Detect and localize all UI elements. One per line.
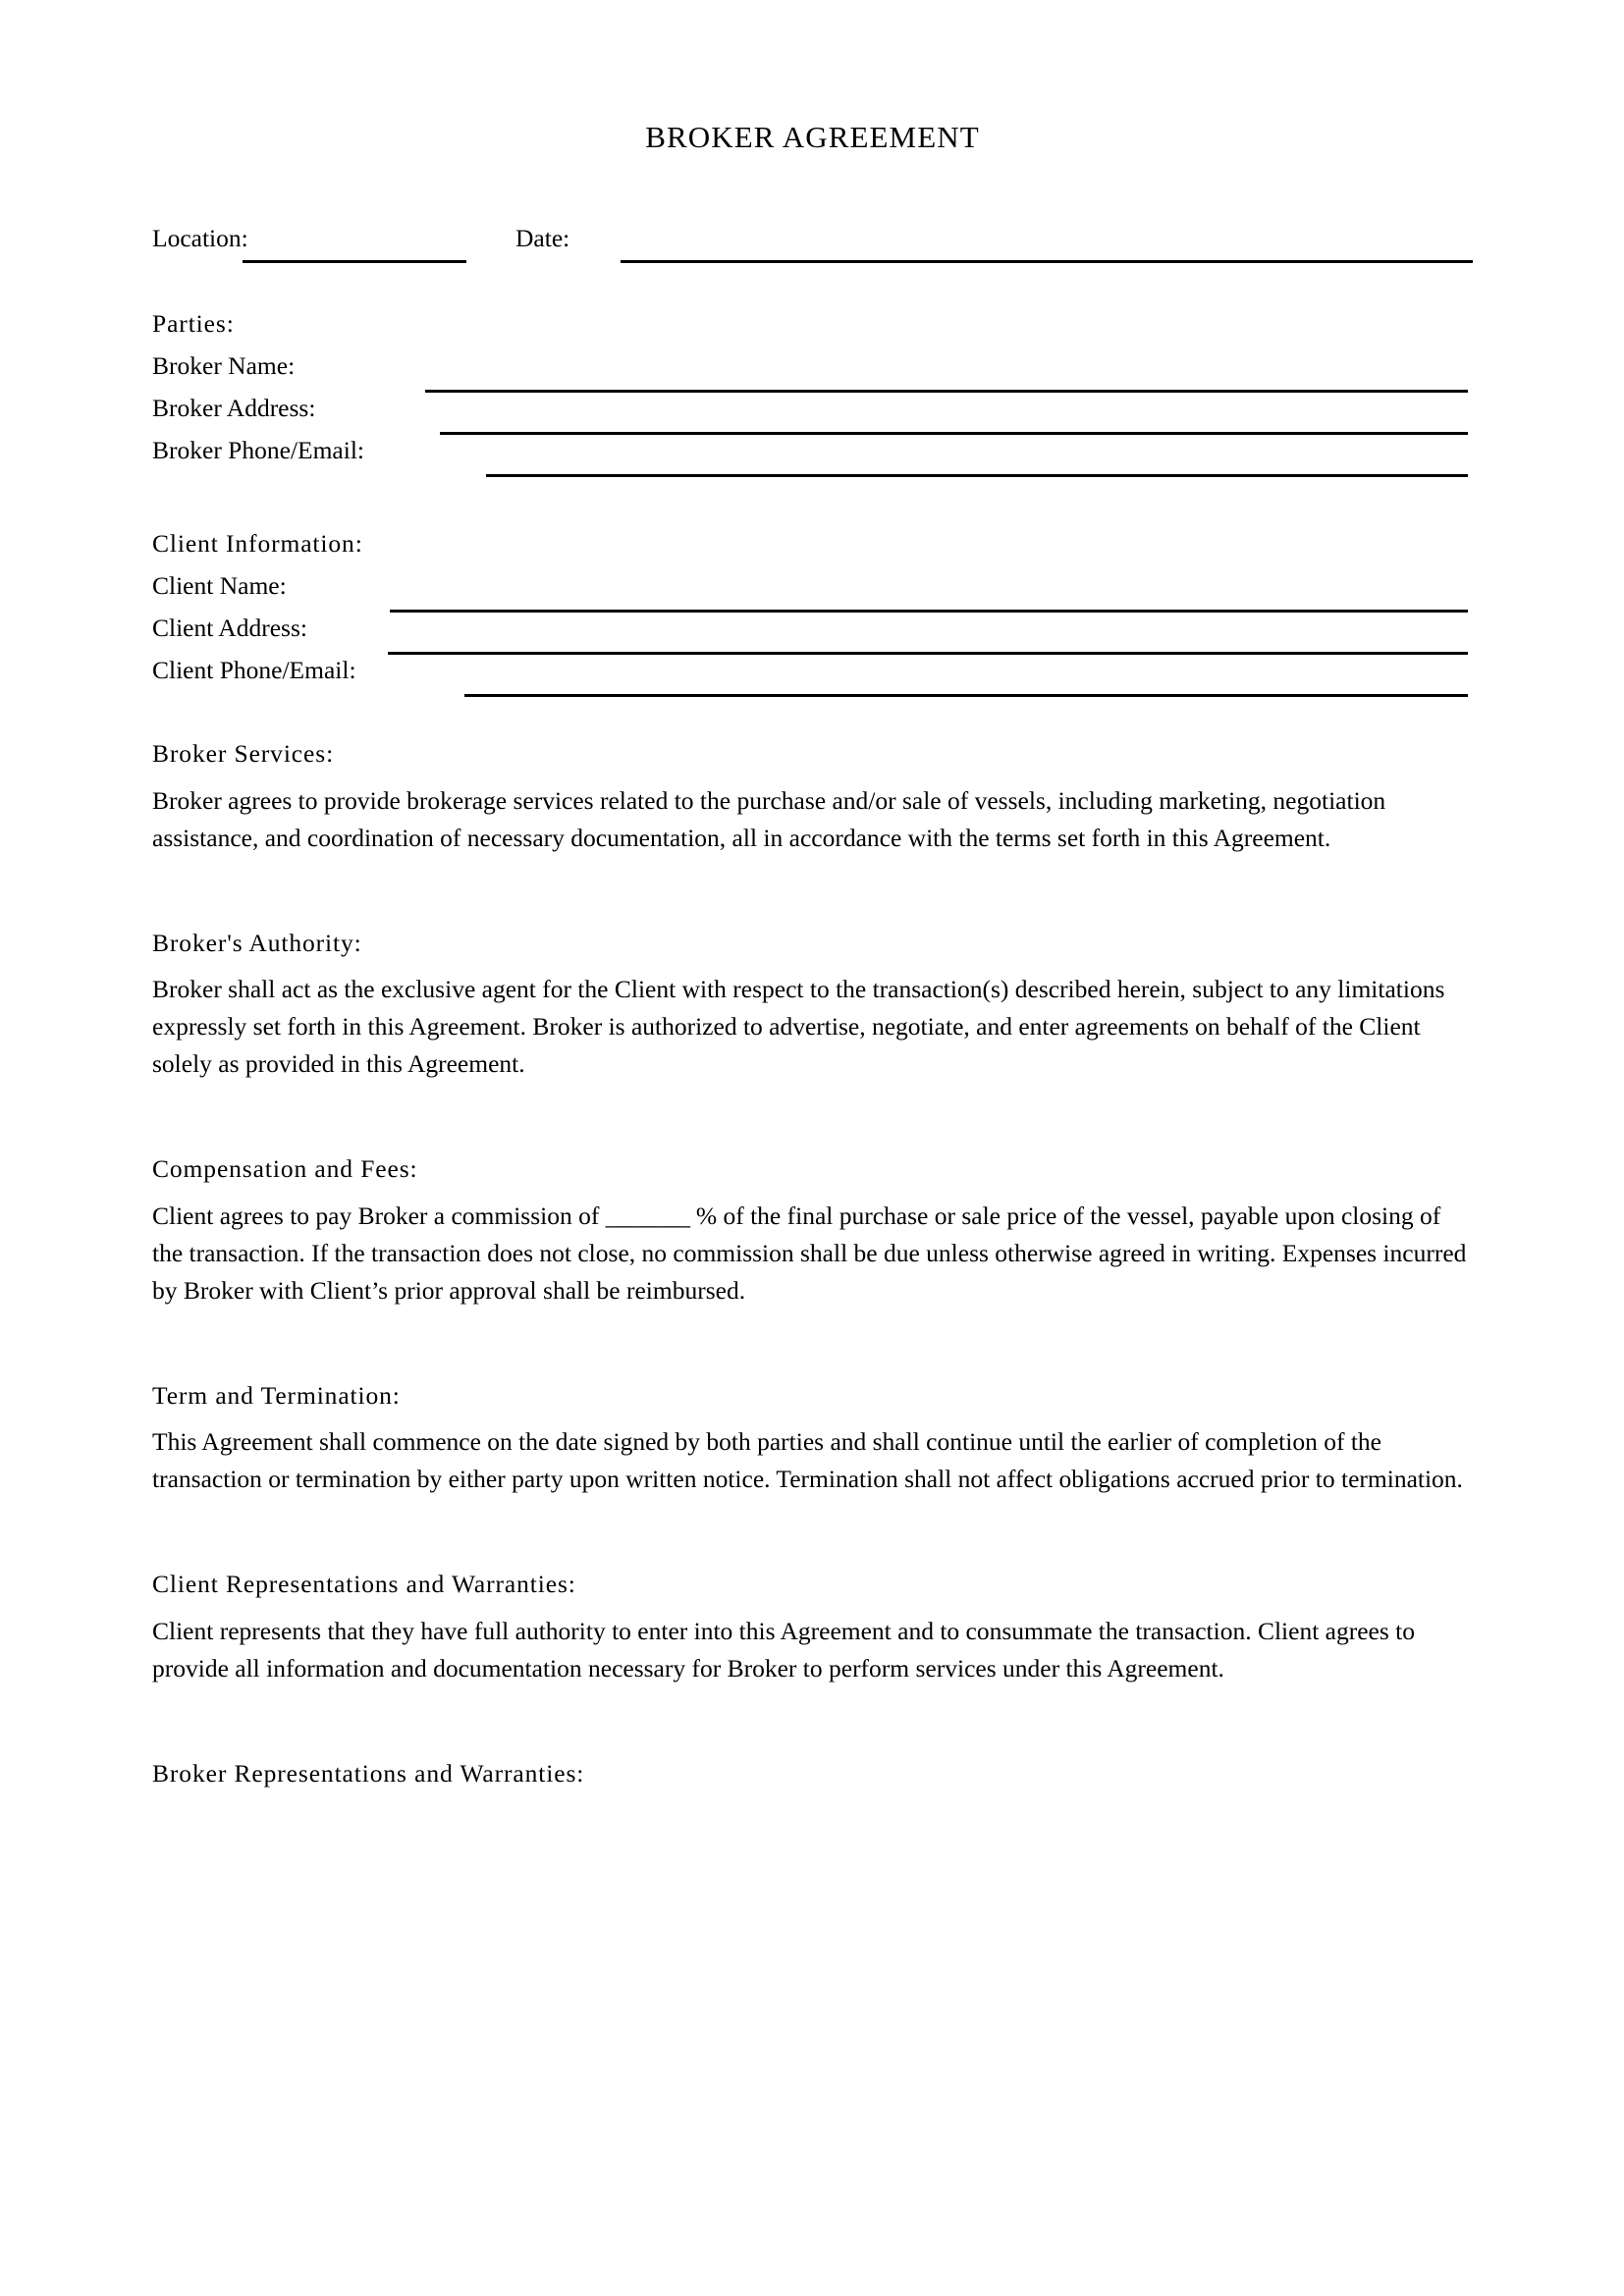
- broker-address-row: [152, 396, 1473, 438]
- client-representations-heading: Client Representations and Warranties:: [152, 1570, 576, 1598]
- commission-percent-blank[interactable]: _______: [605, 1201, 690, 1230]
- broker-services-body: Broker agrees to provide brokerage services related to the purchase and/or sale of vessels, including marketing, negotiation assistance, and coordination of necessary documentation, all in accordance with the terms set forth in this Agreement.: [152, 785, 1386, 852]
- date-label: Date:: [515, 224, 570, 252]
- compensation-and-fees-heading: Compensation and Fees:: [152, 1154, 418, 1183]
- brokers-authority-section: [152, 928, 1473, 1084]
- broker-phone-email-row: [152, 438, 1473, 480]
- term-and-termination-section: [152, 1380, 1473, 1499]
- term-and-termination-heading: Term and Termination:: [152, 1380, 401, 1410]
- client-information-section: [152, 531, 1473, 700]
- client-address-input-rule[interactable]: [388, 652, 1468, 655]
- broker-name-input-rule[interactable]: [425, 390, 1468, 393]
- broker-representations-section: [152, 1758, 1473, 1788]
- brokers-authority-heading: Broker's Authority:: [152, 928, 362, 957]
- client-name-row: [152, 573, 1473, 615]
- client-phone-email-label: Client Phone/Email:: [152, 656, 356, 684]
- client-representations-body: Client represents that they have full authority to enter into this Agreement and to consummate the transaction. Client agrees to provide all information and documentation necessary for Broker to perform services under this Agreement.: [152, 1616, 1415, 1682]
- client-information-heading: Client Information:: [152, 529, 363, 558]
- broker-address-label: Broker Address:: [152, 394, 316, 422]
- compensation-and-fees-body: [152, 1198, 1473, 1309]
- broker-phone-email-input-rule[interactable]: [486, 474, 1468, 477]
- client-name-label: Client Name:: [152, 571, 287, 600]
- page-title: BROKER AGREEMENT: [645, 120, 980, 154]
- compensation-body-before-blank: Client agrees to pay Broker a commission of: [152, 1201, 606, 1230]
- parties-heading: Parties:: [152, 309, 235, 338]
- broker-representations-heading: Broker Representations and Warranties:: [152, 1758, 585, 1788]
- term-and-termination-body: This Agreement shall commence on the date signed by both parties and shall continue until the earlier of completion of the transaction or termination by either party upon written notice. Termination shall not affect obligations accrued prior to termination.: [152, 1427, 1463, 1493]
- client-representations-section: [152, 1572, 1473, 1687]
- location-date-row: [152, 222, 1473, 261]
- broker-name-label: Broker Name:: [152, 351, 296, 380]
- compensation-body-after-blank: % of the final purchase or sale price of the vessel, payable upon closing of the transaction. If the transaction does not close, no commission shall be due unless otherwise agreed in writing. Expenses incurred by Broker with Client’s prior approval shall be reimbursed.: [152, 1201, 1467, 1305]
- client-phone-email-row: [152, 658, 1473, 700]
- location-label: Location:: [152, 224, 248, 252]
- broker-services-section: [152, 741, 1473, 857]
- broker-services-heading: Broker Services:: [152, 739, 335, 768]
- client-address-row: [152, 615, 1473, 658]
- broker-name-row: [152, 353, 1473, 396]
- date-input-rule[interactable]: [621, 260, 1473, 263]
- broker-phone-email-label: Broker Phone/Email:: [152, 436, 365, 464]
- compensation-and-fees-section: [152, 1156, 1473, 1309]
- client-name-input-rule[interactable]: [390, 610, 1468, 613]
- client-phone-email-input-rule[interactable]: [464, 694, 1468, 697]
- brokers-authority-body: Broker shall act as the exclusive agent for the Client with respect to the transaction(s) described herein, subject to any limitations expressly set forth in this Agreement. Broker is authorized to advertise, negotiate, and enter agreements on behalf of the Client solely as provided in this Agreement.: [152, 975, 1445, 1078]
- client-information-heading-row: [152, 531, 1473, 573]
- broker-address-input-rule[interactable]: [440, 432, 1468, 435]
- parties-heading-row: [152, 311, 1473, 353]
- location-input-rule[interactable]: [243, 260, 466, 263]
- parties-section: [152, 311, 1473, 480]
- client-address-label: Client Address:: [152, 614, 307, 642]
- document-content: [152, 0, 1473, 1786]
